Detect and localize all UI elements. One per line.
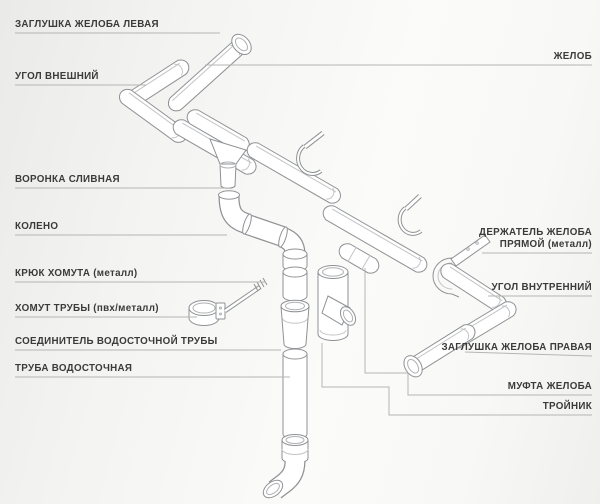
part-downpipe-top [283,249,307,301]
label-line: СОЕДИНИТЕЛЬ ВОДОСТОЧНОЙ ТРУБЫ [15,335,218,347]
label-elbow [15,221,58,233]
label-pipe-clamp [15,303,159,315]
part-outlet-elbow [260,461,295,501]
label-outer-corner [15,71,99,83]
label-downpipe [15,363,132,375]
part-downpipe [283,349,307,439]
part-pipe-connector [281,300,309,348]
label-line: УГОЛ ВНУТРЕННИЙ [491,281,592,293]
label-line: КОЛЕНО [15,220,59,232]
label-line: ДЕРЖАТЕЛЬ ЖЕЛОБА [479,227,592,238]
label-line: ХОМУТ ТРУБЫ (пвх/металл) [15,302,159,314]
label-gutter-union [508,381,592,393]
part-gutter-bracket-2 [400,196,421,234]
parts-layer [116,30,519,501]
label-line: МУФТА ЖЕЛОБА [507,380,592,392]
part-pipe-ring [282,435,308,464]
label-line: ЖЕЛОБ [553,50,592,62]
label-gutter-holder-straight [479,227,592,250]
label-inner-corner [491,282,592,294]
part-tee [318,266,359,341]
label-gutter [554,51,592,63]
label-line: ВОРОНКА СЛИВНАЯ [15,173,120,185]
label-line: ЗАГЛУШКА ЖЕЛОБА ПРАВАЯ [441,341,592,353]
label-line: УГОЛ ВНЕШНИЙ [15,70,99,82]
part-elbow [219,191,296,254]
label-line: ТРУБА ВОДОСТОЧНАЯ [15,362,133,374]
label-line: ТРОЙНИК [542,400,592,412]
label-pipe-connector [15,336,218,348]
part-clamp-hook [225,278,267,311]
label-line: КРЮК ХОМУТА (металл) [15,267,138,279]
label-clamp-hook [15,268,137,280]
part-gutter-run-2 [244,140,343,207]
label-funnel [15,174,120,186]
part-funnel [184,107,252,189]
part-pipe-clamp [189,301,225,326]
label-line: ПРЯМОЙ (металл) [499,238,592,250]
label-line: ЗАГЛУШКА ЖЕЛОБА ЛЕВАЯ [15,18,159,30]
label-gutter-endcap-left [15,19,159,31]
part-gutter-bracket-1 [298,133,323,174]
label-gutter-endcap-right [441,342,592,354]
label-tee [543,401,592,413]
